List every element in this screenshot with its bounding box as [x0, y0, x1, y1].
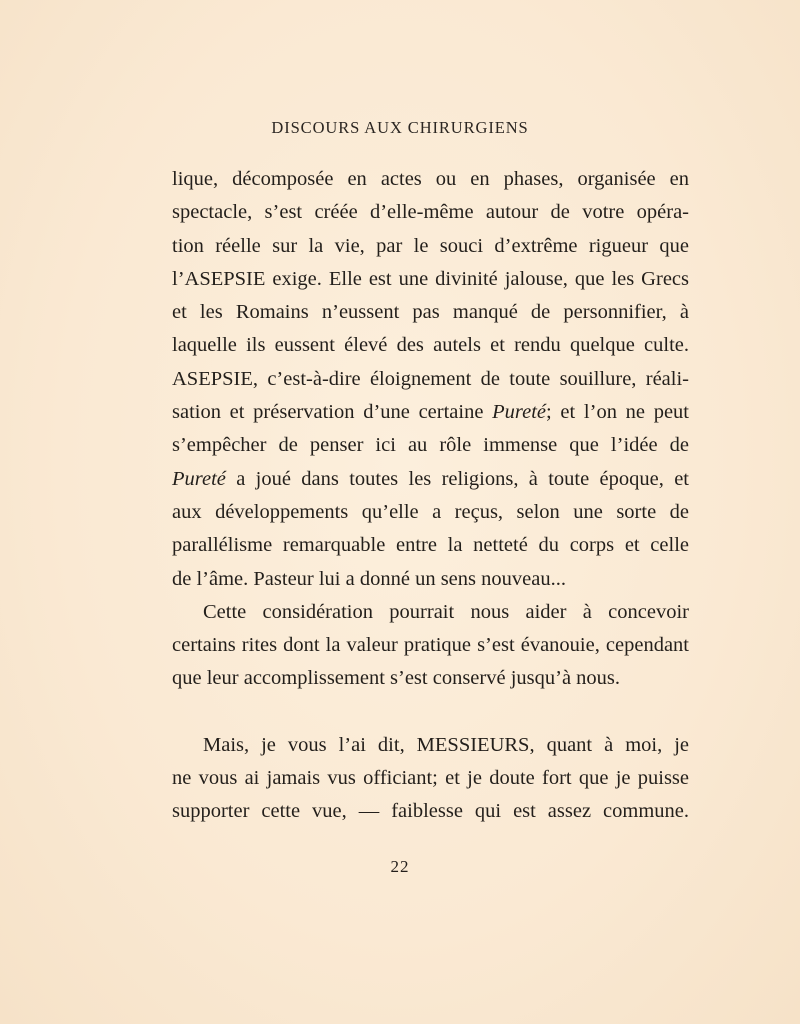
page-number: 22	[390, 857, 410, 876]
text-line: parallélisme remarquable entre la netteté du corps et celle	[172, 534, 689, 557]
text-line: tion réelle sur la vie, par le souci d’extrême rigueur que	[172, 234, 689, 257]
body-text	[172, 163, 689, 829]
text-segment: sation et préservation d’une certaine	[172, 401, 493, 424]
text-line: Mais, je vous l’ai dit, MESSIEURS, quant à moi, je	[203, 733, 689, 756]
text-line: laquelle ils eussent élevé des autels et rendu quelque culte.	[172, 334, 689, 357]
text-line: et les Romains n’eussent pas manqué de personnifier, à	[172, 301, 689, 324]
text-line: supporter cette vue, — faiblesse qui est assez commune.	[172, 800, 689, 823]
text-line: que leur accomplissement s’est conservé jusqu’à nous.	[172, 667, 621, 690]
text-line: spectacle, s’est créée d’elle-même autour de votre opéra-	[172, 201, 689, 224]
text-line	[172, 396, 689, 429]
text-line	[172, 463, 689, 496]
text-segment: ; et l’on ne peut	[546, 401, 689, 424]
text-line: s’empêcher de penser ici au rôle immense que l’idée de	[172, 434, 689, 457]
italic-word: Pureté	[492, 401, 547, 424]
text-line: ASEPSIE, c’est-à-dire éloignement de toute souillure, réali-	[172, 367, 689, 390]
text-line: aux développements qu’elle a reçus, selon une sorte de	[172, 500, 689, 523]
text-line: lique, décomposée en actes ou en phases, organisée en	[172, 168, 689, 190]
italic-word: Pureté	[172, 467, 226, 490]
text-line: Cette considération pourrait nous aider à concevoir	[203, 600, 689, 623]
text-line: de l’âme. Pasteur lui a donné un sens nouveau...	[172, 567, 566, 590]
running-head: DISCOURS AUX CHIRURGIENS	[271, 118, 529, 137]
paragraph-gap	[172, 696, 689, 729]
text-line: l’ASEPSIE exige. Elle est une divinité jalouse, que les Grecs	[172, 267, 689, 290]
text-segment: a joué dans toutes les religions, à toute époque, et	[225, 467, 689, 490]
text-line: ne vous ai jamais vus officiant; et je doute fort que je puisse	[172, 767, 689, 790]
text-line: certains rites dont la valeur pratique s’est évanouie, cependant	[172, 634, 689, 657]
